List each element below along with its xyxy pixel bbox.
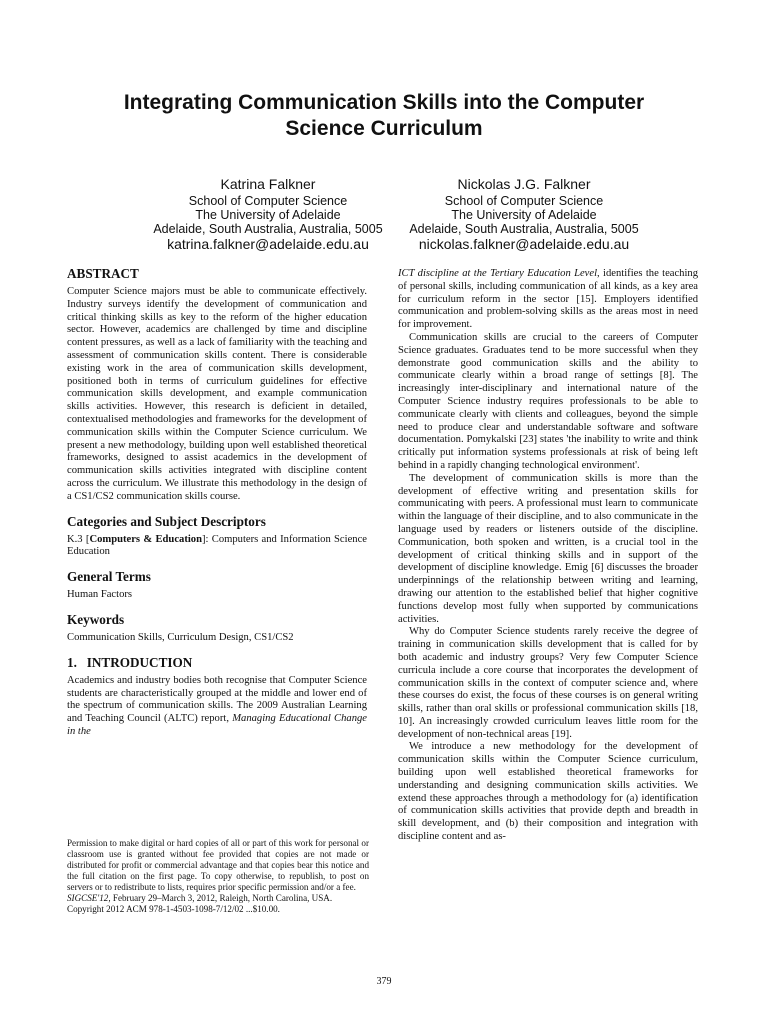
permission-notice (67, 838, 369, 915)
paper-title (60, 90, 708, 142)
conference-info: SIGCSE'12, February 29–March 3, 2012, Raleigh, North Carolina, USA. (67, 893, 333, 903)
title-line-1: Integrating Communication Skills into the Computer (123, 91, 645, 114)
author-block-1 (118, 174, 418, 252)
introduction-heading: 1. INTRODUCTION (67, 654, 193, 670)
abstract-text: Computer Science majors must be able to communicate effectively. Industry surveys identify the development of communication and critical thinking skills as key to the reform of the higher education sector. However, academics are challenged by time and discipline content pressures, as well as a lack of familiarity with the teaching and assessment of communication skills content. There is considerable existing work in the area of communication skills development, positioned both in terms of curriculum guidelines for effective communication skills development, and example communication skills activities. However, this research is deficient in detailed, contextualised methodologies and frameworks for the development of communication skills within the Computer Science curriculum. We present a new methodology, building upon well established theoretical frameworks, designed to assist academics in the development of communication skills activities integrated with discipline content across the curriculum. We illustrate this methodology in the design of a CS1/CS2 communication skills course. (67, 286, 367, 502)
keywords-text: Communication Skills, Curriculum Design, CS1/CS2 (67, 631, 294, 643)
copyright-line: Copyright 2012 ACM 978-1-4503-1098-7/12/02 ...$10.00. (67, 904, 280, 914)
introduction-text: Academics and industry bodies both recognise that Computer Science students are characteristically grouped at the middle and lower end of the spectrum of communication skills. The 2009 Australian Learning and Teaching Council (ALTC) report, Managing Educational Change in the (67, 674, 367, 737)
right-paragraph-2: Communication skills are crucial to the careers of Computer Science graduates. Graduates tend to be more successful when they demonstrate good communication skills and the ability to communicate clearly within a broad range of settings [8]. The increasingly inter-disciplinary and international nature of the Computer Science industry requires professionals to be able to communicate clearly with clients and colleagues, beyond the simple need to produce clear and understandable software and software documentation. Pomykalski [23] states 'the inability to write and think critically put information systems professionals at risk of being left behind in a rapidly changing technological environment'. (398, 331, 698, 471)
author-block-2 (374, 174, 674, 252)
title-line-2: Science Curriculum (285, 117, 483, 140)
right-paragraph-1: ICT discipline at the Tertiary Education Level, identifies the teaching of personal skills, including communication of all kinds, as a key area for curriculum reform in the sector [15]. Employers identified communication and problem-solving skills as the areas most in need for improvement. (398, 268, 699, 331)
left-column (67, 266, 367, 739)
right-paragraph-3: The development of communication skills is more than the development of effective writing and presentation skills for communicating with peers. A professional must learn to communicate within the language of their discipline, and to also communicate in the language used by readers or listeners outside of the discipline. Communication, both spoken and written, is a crucial tool in the development of critical thinking skills and in support of the development of discipline knowledge. Emig [6] discusses the broader underpinnings of the relationship between writing and learning, drawing our attention to the established belief that higher cognitive functions develop most fully when supported by communications activities. (398, 472, 698, 625)
right-paragraph-4: Why do Computer Science students rarely receive the degree of training in communication skills development that is called for by both academic and industry groups? Very few Computer Science curricula include a core course that incorporates the development of communication skills in the context of computer science and, where these courses do exist, the focus of these courses is on general writing skills, rather than oral skills or professional communication skills [18, 10]. An increasingly crowded curriculum leaves little room for the development of non-technical areas [19]. (398, 626, 698, 740)
author-email[interactable]: katrina.falkner@adelaide.edu.au (167, 236, 369, 252)
general-terms-heading: General Terms (67, 569, 151, 585)
permission-text: Permission to make digital or hard copies of all or part of this work for personal or classroom use is granted without fee provided that copies are not made or distributed for profit or commercial advantage and that copies bear this notice and the full citation on the first page. To copy otherwise, to republish, to post on servers or to redistribute to lists, requires prior specific permission and/or a fee. (67, 838, 369, 892)
author-university: The University of Adelaide (451, 208, 597, 222)
author-department: School of Computer Science (444, 194, 604, 208)
keywords-heading: Keywords (67, 611, 125, 627)
categories-text: K.3 [Computers & Education]: Computers and Information Science Education (67, 533, 367, 558)
author-address: Adelaide, South Australia, Australia, 5005 (153, 222, 383, 236)
categories-heading: Categories and Subject Descriptors (67, 513, 266, 529)
author-address: Adelaide, South Australia, Australia, 5005 (409, 222, 639, 236)
right-column (398, 268, 698, 844)
author-email[interactable]: nickolas.falkner@adelaide.edu.au (418, 236, 630, 252)
author-department: School of Computer Science (188, 194, 348, 208)
author-university: The University of Adelaide (195, 208, 341, 222)
author-name: Katrina Falkner (220, 176, 316, 192)
page-number: 379 (376, 976, 392, 987)
right-paragraph-5: We introduce a new methodology for the development of communication skills within the Computer Science curriculum, building upon well established theoretical frameworks for understanding and designing communication skills activities. We extend these approaches through a methodology for (a) identification of communication skills activities that provide depth and breadth in skill development, and (b) their composition and integration with discipline content and as- (398, 741, 698, 843)
author-name: Nickolas J.G. Falkner (457, 176, 591, 192)
general-terms-text: Human Factors (67, 589, 133, 601)
abstract-heading: ABSTRACT (67, 266, 139, 281)
